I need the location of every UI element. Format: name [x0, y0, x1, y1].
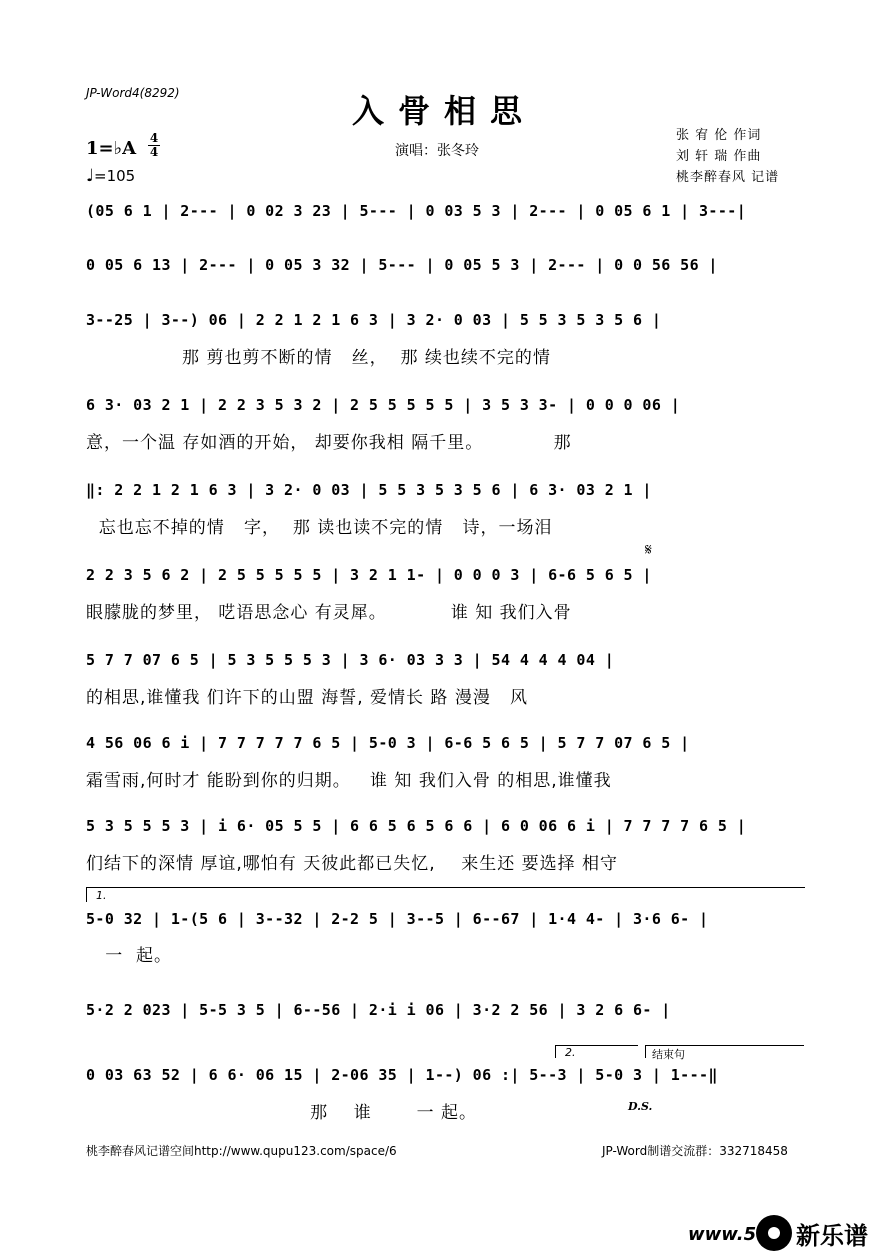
notation-row-2: 0 05 6 13 | 2--- | 0 05 3 32 | 5--- | 0 05 5 3 | 2--- | 0 0 56 56 |	[86, 256, 718, 274]
volta-1-label: 1.	[96, 889, 107, 902]
vinyl-record-icon	[756, 1215, 792, 1251]
time-signature	[148, 132, 160, 159]
notation-row-7: 5 7 7 07 6 5 | 5 3 5 5 5 3 | 3 6· 03 3 3 | 54 4 4 4 04 |	[86, 651, 615, 669]
key-signature: 1=♭A	[86, 138, 137, 159]
notation-row-5: ‖: 2 2 1 2 1 6 3 | 3 2· 0 03 | 5 5 3 5 3 5 6 | 6 3· 03 2 1 |	[86, 481, 652, 499]
lyrics-row-7: 的相思,谁懂我 们许下的山盟 海誓, 爱情长 路 漫漫 风	[86, 688, 529, 708]
composer-credit: 刘 轩 瑞 作曲	[676, 149, 762, 164]
notation-row-11: 5·2 2 023 | 5-5 3 5 | 6--56 | 2·i i 06 | 3·2 2 56 | 3 2 6 6- |	[86, 1001, 671, 1019]
volta-1-bracket	[86, 887, 805, 902]
notation-row-6: 2 2 3 5 6 2 | 2 5 5 5 5 5 | 3 2 1 1- | 0 0 0 3 | 6-6 5 6 5 |	[86, 566, 652, 584]
notation-row-12: 0 03 63 52 | 6 6· 06 15 | 2-06 35 | 1--) 06 :| 5--3 | 5-0 3 | 1---‖	[86, 1066, 718, 1084]
notation-row-10: 5-0 32 | 1-(5 6 | 3--32 | 2-2 5 | 3--5 | 6--67 | 1·4 4- | 3·6 6- |	[86, 910, 709, 928]
song-title: 入骨相思	[351, 92, 536, 130]
dal-segno-mark: D.S.	[628, 1100, 653, 1113]
lyrics-row-10: 一 起。	[86, 946, 173, 966]
tempo-mark	[86, 166, 135, 186]
lyrics-row-4: 意，一个温 存如酒的开始， 却要你我相 隔千里。 那	[86, 433, 572, 453]
lyricist-credit: 张 宥 伦 作词	[676, 128, 762, 143]
tempo-value: =105	[94, 167, 136, 185]
lyrics-row-6: 眼朦胧的梦里， 呓语思念心 有灵犀。 谁 知 我们入骨	[86, 603, 572, 623]
software-label: JP-Word4(8292)	[86, 86, 180, 100]
volta-2-label: 2.	[565, 1046, 576, 1059]
segno-icon: 𝄋	[645, 540, 652, 559]
footer-site-link[interactable]: 桃李醉春风记谱空间http://www.qupu123.com/space/6	[86, 1144, 397, 1158]
watermark-brand: 新乐谱	[796, 1222, 868, 1250]
footer-group-info: JP-Word制谱交流群：332718458	[602, 1144, 788, 1158]
lyrics-row-5: 忘也忘不掉的情 字， 那 读也读不完的情 诗，一场泪	[86, 518, 553, 538]
time-signature-bottom: 4	[149, 145, 159, 159]
lyrics-row-8: 霜雪雨,何时才 能盼到你的归期。 谁 知 我们入骨 的相思,谁懂我	[86, 771, 612, 791]
lyrics-row-12: 那 谁 一 起。	[86, 1103, 477, 1123]
watermark-url: www.5	[688, 1224, 757, 1245]
notation-row-9: 5 3 5 5 5 3 | i 6· 05 5 5 | 6 6 5 6 5 6 6 | 6 0 06 6 i | 7 7 7 7 6 5 |	[86, 817, 747, 835]
transcriber-credit: 桃李醉春风 记谱	[676, 170, 780, 185]
notation-row-4: 6 3· 03 2 1 | 2 2 3 5 3 2 | 2 5 5 5 5 5 | 3 5 3 3- | 0 0 0 06 |	[86, 396, 681, 414]
notation-row-1: (05 6 1 | 2--- | 0 02 3 23 | 5--- | 0 03 5 3 | 2--- | 0 05 6 1 | 3---|	[86, 202, 747, 220]
lyrics-row-9: 们结下的深情 厚谊,哪怕有 天彼此都已失忆, 来生还 要选择 相守	[86, 854, 619, 874]
notation-row-8: 4 56 06 6 i | 7 7 7 7 7 6 5 | 5-0 3 | 6-6 5 6 5 | 5 7 7 07 6 5 |	[86, 734, 690, 752]
singer-credit: 演唱：张冬玲	[395, 143, 479, 159]
time-signature-top: 4	[149, 131, 159, 145]
notation-row-3: 3--25 | 3--) 06 | 2 2 1 2 1 6 3 | 3 2· 0 03 | 5 5 3 5 3 5 6 |	[86, 311, 662, 329]
ending-label: 结束句	[652, 1048, 685, 1061]
lyrics-row-3: 那 剪也剪不断的情 丝， 那 续也续不完的情	[86, 348, 551, 368]
quarter-note-icon: ♩	[86, 166, 95, 186]
